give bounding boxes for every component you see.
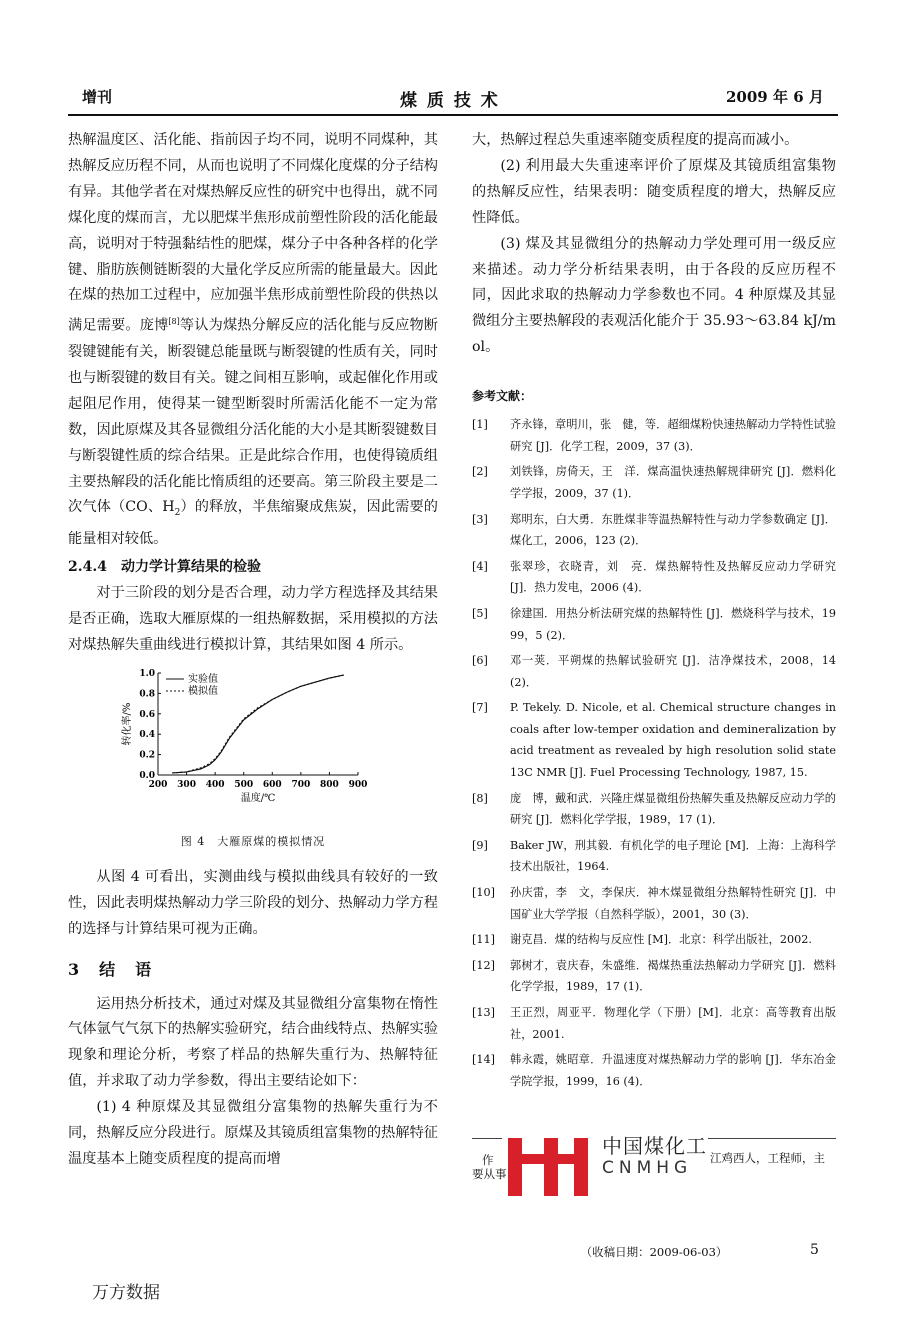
- reference-item: [472, 697, 836, 783]
- citation: [8]: [168, 317, 180, 327]
- y-tick-label: 0.4: [139, 729, 155, 740]
- issue-date: 2009 年 6 月: [726, 88, 824, 106]
- reference-number: [9]: [472, 838, 488, 852]
- paragraph: (2) 利用最大失重速率评价了原煤及其镜质组富集物的热解反应性，结果表明：随变质程度的增大，热解反应性降低。: [472, 157, 836, 226]
- x-tick-label: 300: [177, 779, 196, 790]
- paragraph: (1) 4 种原煤及其显微组分富集物的热解失重行为不同，热解反应分段进行。原煤及其镜质组富集物的热解特征温度基本上随变质程度的提高而增: [68, 1099, 438, 1167]
- reference-number: [8]: [472, 791, 488, 805]
- running-header-left: 增刊: [82, 88, 113, 106]
- reference-number: [10]: [472, 886, 495, 900]
- reference-text: 齐永锋，章明川，张 健，等．超细煤粉快速热解动力学特性试验研究 [J]．化学工程，2009，37 (3)．: [510, 418, 836, 453]
- logo-text-cn: 中国煤化工: [602, 1134, 707, 1158]
- author-mark: 作: [482, 1153, 494, 1167]
- references-title: 参考文献：: [472, 389, 533, 404]
- reference-text: 王正烈，周亚平．物理化学（下册）[M]．北京：高等教育出版社，2001.: [510, 1006, 836, 1041]
- legend-label: 实验值: [188, 673, 218, 685]
- reference-text: 张翠珍，衣晓青，刘 亮．煤热解特性及热解反应动力学研究 [J]．热力发电，2006 (4)．: [510, 559, 836, 595]
- journal-title: 煤 质 技 术: [400, 91, 500, 111]
- x-tick-label: 500: [234, 779, 254, 790]
- author-info-2: 要从事: [472, 1167, 507, 1181]
- reference-text: 郭树才，袁庆春，朱盛维．褐煤热重法热解动力学研究 [J]．燃料化学学报，1989，17 (1)．: [510, 958, 836, 994]
- reference-number: [2]: [472, 465, 488, 479]
- conversion-chart: [68, 663, 438, 833]
- received-date: （收稿日期：2009-06-03）: [580, 1245, 728, 1259]
- reference-text: P. Tekely. D. Nicole, et al. Chemical structure changes in coals after low-temper oxidation and demineralization by acid treatment as revealed by high resolution solid state 13C NMR [J]. Fuel Processing Technology, 1987, 15.: [510, 701, 836, 780]
- reference-item: [472, 461, 836, 504]
- reference-item: [472, 955, 836, 998]
- x-tick-label: 700: [291, 779, 311, 790]
- x-tick-label: 900: [348, 779, 368, 790]
- y-tick-label: 0.8: [139, 689, 155, 700]
- paragraph: 运用热分析技术，通过对煤及其显微组分富集物在惰性气体氩气气氛下的热解实验研究，结合曲线特点、热解实验现象和理论分析，考察了样品的热解失重行为、热解特征值，并求取了动力学参数，得出主要结论如下：: [68, 995, 438, 1090]
- figure-caption: 图 4 大雁原煤的模拟情况: [180, 834, 326, 848]
- reference-text: Baker JW，刑其毅．有机化学的电子理论 [M]．上海：上海科学技术出版社，1964.: [510, 838, 836, 874]
- y-tick-label: 0.0: [139, 770, 155, 781]
- x-tick-label: 600: [262, 779, 282, 790]
- paragraph: 对于三阶段的划分是否合理，动力学方程选择及其结果是否正确，选取大雁原煤的一组热解数据，采用模拟的方法对煤热解失重曲线进行模拟计算，其结果如图 4 所示。: [68, 585, 438, 653]
- logo-text-en: CNMHG: [602, 1158, 693, 1178]
- y-axis-label: 转化率/%: [122, 702, 133, 746]
- x-axis-label: 温度/℃: [240, 792, 276, 804]
- header-rule: [68, 114, 838, 116]
- reference-item: [472, 882, 836, 925]
- reference-item: [472, 788, 836, 831]
- x-tick-label: 200: [148, 779, 168, 790]
- legend-label: 模拟值: [188, 685, 218, 697]
- reference-number: [5]: [472, 606, 488, 620]
- paragraph: 热解温度区、活化能、指前因子均不同，说明不同煤种，其热解反应历程不同，从而也说明了不同煤化度煤的分子结构有异。其他学者在对煤热解反应性的研究中也得出，就不同煤化度的煤而言，尤以肥煤半焦形成前塑性阶段的活化能最高，说明对于特强黏结性的肥煤，煤分子中各种各样的化学键、脂肪族侧链断裂的大量化学反应所需的能量最大。因此在煤的热加工过程中，应加强半焦形成前塑性阶段的供热以满足需要。庞博[8]等认为煤热分解反应的活化能与反应物断裂键键能有关，断裂键总能量既与断裂键的性质有关，同时也与断裂键的数目有关。键之间相互影响，或起催化作用或起阻尼作用，使得某一键型断裂时所需活化能不一定为常数，因此原煤及其各显微组分活化能的大小是其断裂键数目与断裂键性质的综合结果。正是此综合作用，也使得镜质组主要热解段的活化能比惰质组的还要高。第三阶段主要是二次气体（CO、$H_2$）的释放，半焦缩聚成焦炭，因此需要的能量相对较低。: [68, 132, 438, 548]
- x-tick-label: 800: [320, 779, 339, 790]
- y-tick-label: 0.6: [139, 709, 155, 720]
- reference-item: [472, 556, 836, 599]
- reference-number: [13]: [472, 1006, 495, 1019]
- reference-item: [472, 603, 836, 646]
- reference-text: 郑明东，白大勇．东胜煤非等温热解特性与动力学参数确定 [J]．煤化工，2006，123 (2)．: [510, 512, 836, 548]
- reference-number: [14]: [472, 1053, 495, 1067]
- reference-text: 庞 博，戴和武．兴隆庄煤显微组份热解失重及热解反应动力学的研究 [J]．燃料化学学报，1989，17 (1)．: [510, 791, 836, 827]
- logo-line-right: [708, 1138, 836, 1139]
- reference-number: [1]: [472, 418, 488, 432]
- reference-number: [11]: [472, 933, 495, 947]
- reference-list: [472, 414, 836, 1092]
- reference-item: [472, 650, 836, 693]
- paragraph: (3) 煤及其显微组分的热解动力学处理可用一级反应来描述。动力学分析结果表明，由于各段的反应历程不同，因此求取的热解动力学参数也不同。4 种原煤及其显微组分主要热解段的表观活化能介于 35.93～63.84 kJ/mol。: [472, 235, 836, 356]
- figure-4: [68, 663, 438, 833]
- reference-item: [472, 414, 836, 457]
- left-column: [68, 128, 438, 1173]
- x-tick-label: 400: [205, 779, 225, 790]
- reference-item: [472, 509, 836, 552]
- reference-item: [472, 929, 836, 951]
- y-tick-label: 1.0: [139, 668, 155, 679]
- reference-number: [4]: [472, 559, 488, 573]
- reference-text: 徐建国．用热分析法研究煤的热解特性 [J]．燃烧科学与技术，1999，5 (2)．: [510, 606, 836, 642]
- subsection-heading: 2.4.4 动力学计算结果的检验: [68, 559, 261, 576]
- reference-number: [12]: [472, 958, 495, 972]
- watermark: 万方数据: [92, 1283, 160, 1303]
- reference-text: 孙庆雷，李 文，李保庆．神木煤显微组分热解特性研究 [J]．中国矿业大学学报（自然科学版），2001，30 (3)．: [510, 886, 836, 921]
- section-heading: 3 结 语: [68, 959, 154, 979]
- logo-line-left: [472, 1138, 502, 1139]
- reference-text: 韩永霞，姚昭章．升温速度对煤热解动力学的影响 [J]．华东冶金学院学报，1999，16 (4)．: [510, 1053, 836, 1088]
- reference-item: [472, 1049, 836, 1092]
- reference-number: [6]: [472, 654, 488, 668]
- reference-number: [7]: [472, 701, 488, 715]
- right-column: [472, 128, 836, 1096]
- page-number: 5: [810, 1242, 819, 1258]
- reference-text: 邓一荚．平朔煤的热解试验研究 [J]．洁净煤技术，2008，14 (2)．: [510, 654, 836, 689]
- paragraph: 大，热解过程总失重速率随变质程度的提高而减小。: [472, 132, 799, 148]
- reference-text: 刘铁锋，房倚天，王 洋．煤高温快速热解规律研究 [J]．燃料化学学报，2009，37 (1)．: [510, 465, 836, 500]
- author-info: 江鸡西人，工程师，主: [710, 1151, 825, 1165]
- reference-item: [472, 1002, 836, 1045]
- reference-number: [3]: [472, 512, 488, 526]
- author-note: [472, 1122, 836, 1202]
- y-tick-label: 0.2: [139, 750, 155, 761]
- reference-item: [472, 835, 836, 878]
- paragraph: 从图 4 可看出，实测曲线与模拟曲线具有较好的一致性，因此表明煤热解动力学三阶段的划分、热解动力学方程的选择与计算结果可视为正确。: [68, 868, 438, 937]
- reference-text: 谢克昌．煤的结构与反应性 [M]．北京：科学出版社，2002.: [510, 933, 812, 947]
- logo-mark-icon: [502, 1134, 598, 1200]
